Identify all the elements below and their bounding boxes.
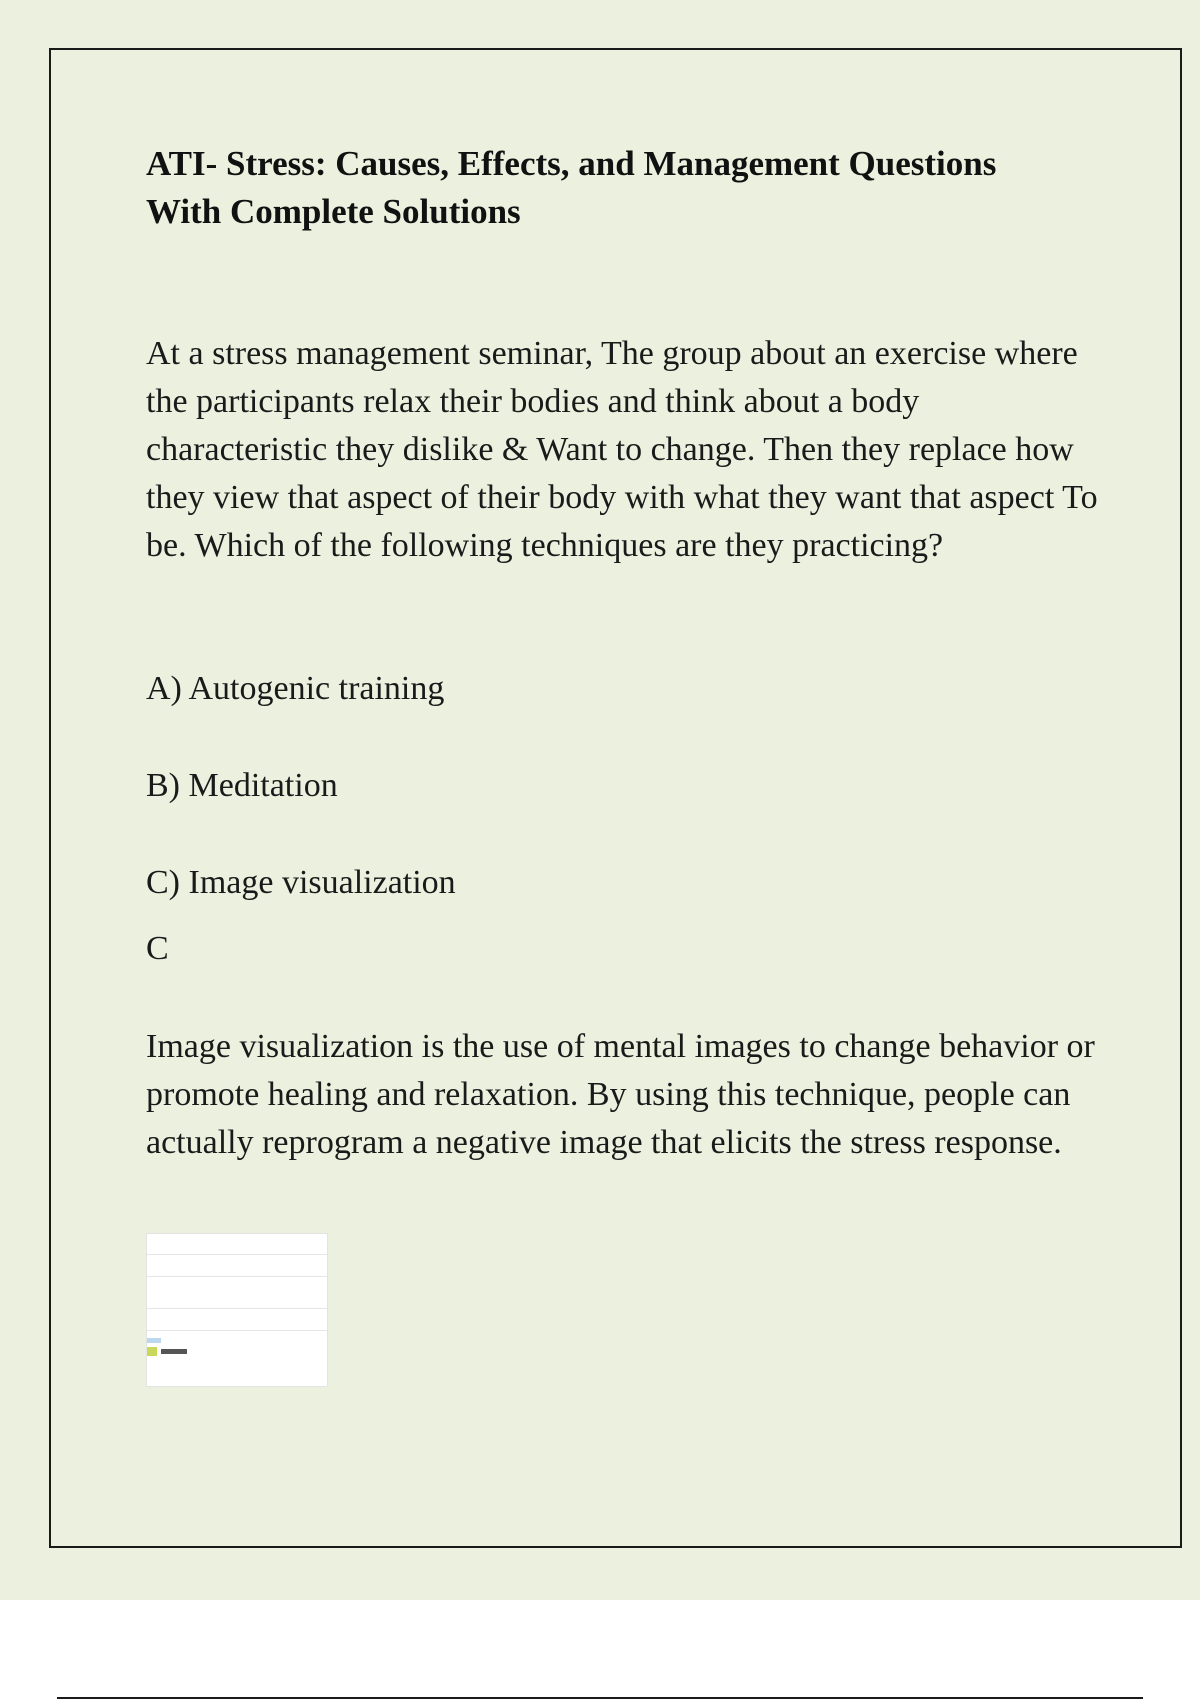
thumbnail-row: [147, 1310, 327, 1331]
document-content: [146, 140, 1106, 1161]
title-line-2: With Complete Solutions: [146, 192, 521, 231]
option-a: A) Autogenic training: [146, 670, 445, 707]
option-c: C) Image visualization: [146, 864, 456, 901]
screenshot-thumbnail: [146, 1233, 328, 1387]
question-text: At a stress management seminar, The group about an exercise where the participants relax their bodies and think about a body characteristic they dislike & Want to change. Then they replace how they view that aspect of their body with what they want that aspect To be. Which of the following techniques are they practicing?: [146, 335, 1098, 564]
thumbnail-row: [147, 1362, 327, 1384]
thumbnail-selected-bar: [161, 1349, 187, 1354]
title-line-1: ATI- Stress: Causes, Effects, and Management Questions: [146, 144, 997, 183]
thumbnail-row: [147, 1332, 327, 1362]
rationale-text: Image visualization is the use of mental images to change behavior or promote healing and relaxation. By using this technique, people can actually reprogram a negative image that elicits the stress response.: [146, 1028, 1095, 1161]
footer-divider: [57, 1697, 1143, 1699]
thumbnail-highlight: [147, 1338, 161, 1343]
thumbnail-row: [147, 1236, 327, 1255]
thumbnail-row: [147, 1278, 327, 1309]
answer-text: C: [146, 930, 169, 967]
option-b: B) Meditation: [146, 767, 338, 804]
thumbnail-row: [147, 1256, 327, 1277]
thumbnail-check-icon: [147, 1347, 157, 1356]
document-title: [146, 140, 1106, 236]
